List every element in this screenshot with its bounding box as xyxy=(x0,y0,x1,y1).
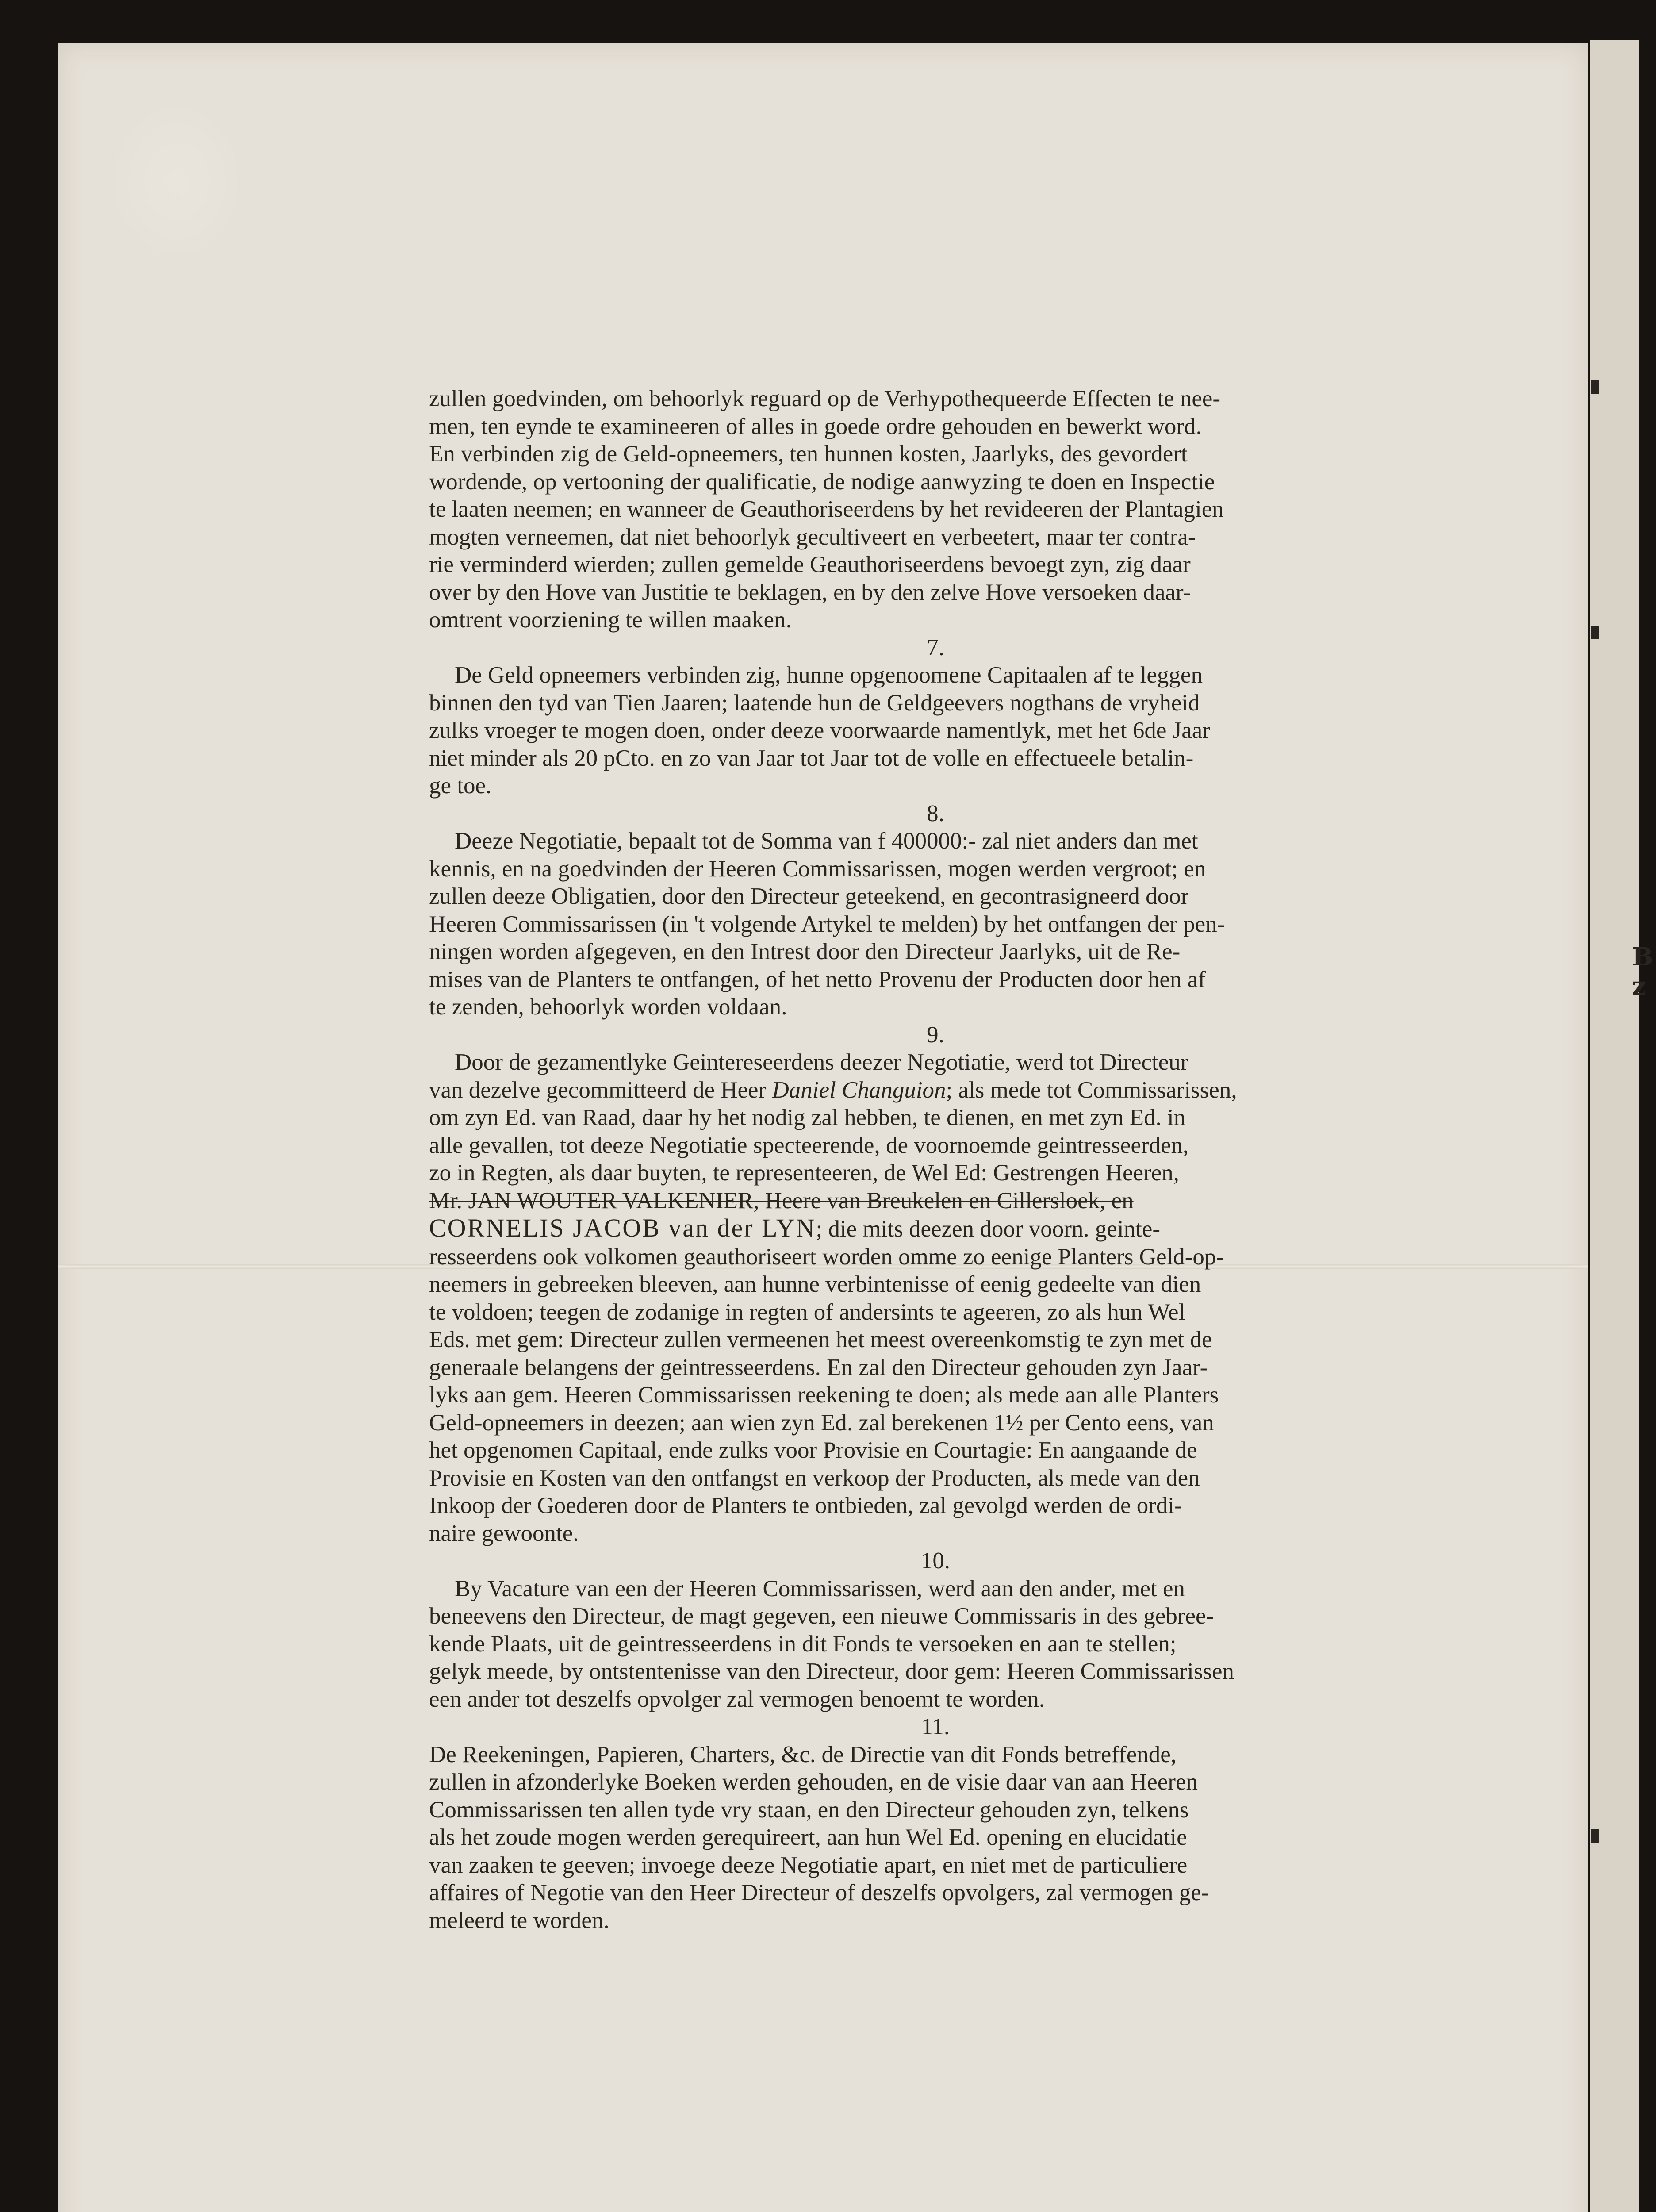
article-9-number: 9. xyxy=(927,1022,944,1048)
article-9-text xyxy=(429,1048,1389,1547)
article-10-number: 10. xyxy=(920,1548,951,1574)
name-valkenier: Mr. JAN WOUTER VALKENIER, Heere van Breukelen en Cillersloek, en xyxy=(429,1187,1134,1214)
document-text xyxy=(429,385,1389,1934)
article-7-number: 7. xyxy=(927,634,944,661)
article-8-text: Deeze Negotiatie, bepaalt tot de Somma van f 400000:- zal niet anders dan met kennis, en na goedvinden der Heeren Commissarissen, mogen werden vergroot; en zullen deeze Obligatien, door den Directeur geteekend, en gecontrasigneerd door Heeren Commissarissen (in 't volgende Artykel te melden) by het ontfangen der pen- ningen worden afgegeven, en den Intrest door den Directeur Jaarlyks, uit de Re- mises van de Planters te ontfangen, of het netto Provenu der Producten door hen af te zenden, behoorlyk worden voldaan. xyxy=(429,828,1225,1020)
paragraph-continued: zullen goedvinden, om behoorlyk reguard op de Verhypothequeerde Effecten te nee- men, ten eynde te examineeren of alles in goede ordre gehouden en bewerkt word. En verbinden zig de Geld-opneemers, ten hunnen kosten, Jaarlyks, des gevordert wordende, op vertooning der qualificatie, de nodige aanwyzing te doen en Inspectie te laaten neemen; en wanneer de Geauthoriseerdens by het revideeren der Plantagien mogten verneemen, dat niet behoorlyk gecultiveert en verbeetert, maar ter contra- rie verminderd wierden; zullen gemelde Geauthoriseerdens bevoegt zyn, zig daar over by den Hove van Justitie te beklagen, en by den zelve Hove versoeken daar- omtrent voorziening te willen maaken. xyxy=(429,386,1224,633)
name-van-der-lyn: CORNELIS JACOB van der LYN xyxy=(429,1214,816,1242)
article-9-part-c: ; die mits deezen door voorn. geinte- resseerdens ook volkomen geauthoriseert worden omme zo eenige Planters Geld-op- neemers in gebreeken bleeven, aan hunne verbintenisse of eenig gedeelte van dien te voldoen; teegen de zodanige in regten of andersints te ageeren, zo als hun Wel Eds. met gem: Directeur zullen vermeenen het meest overeenkomstig te zyn met de generaale belangens der geintresseerdens. En zal den Directeur gehouden zyn Jaar- lyks aan gem. Heeren Commissarissen reekening te doen; als mede aan alle Planters Geld-opneemers in deezen; aan wien zyn Ed. zal berekenen 1½ per Cento eens, van het opgenomen Capitaal, ende zulks voor Provisie en Courtagie: En aangaande de Provisie en Kosten van den ontfangst en verkoop der Producten, als mede van den Inkoop der Goederen door de Planters te ontbieden, zal gevolgd werden de ordi- naire gewoonte. xyxy=(429,1216,1224,1546)
edge-bullet-icon xyxy=(1591,380,1598,394)
article-11-number: 11. xyxy=(921,1714,950,1740)
embossed-seal-icon xyxy=(106,97,248,265)
article-9-part-b: ; als mede tot Commissarissen, om zyn Ed. van Raad, daar hy het nodig zal hebben, te dienen, en met zyn Ed. in alle gevallen, tot deeze Negotiatie specteerende, de voornoemde geintresseerden, zo in Regten, als daar buyten, te representeeren, de Wel Ed: Gestrengen Heeren, xyxy=(429,1077,1237,1186)
edge-bullet-icon xyxy=(1591,1829,1598,1843)
article-7-text: De Geld opneemers verbinden zig, hunne opgenoomene Capitaalen af te leggen binnen den tyd van Tien Jaaren; laatende hun de Geldgeevers nogthans de vryheid zulks vroeger te mogen doen, onder deeze voorwaarde namentlyk, met het 6de Jaar niet minder als 20 pCto. en zo van Jaar tot Jaar tot de volle en effectueele betalin- ge toe. xyxy=(429,662,1210,799)
article-10-text: By Vacature van een der Heeren Commissarissen, werd aan den ander, met en beneevens den Directeur, de magt gegeven, een nieuwe Commissaris in des gebree- kende Plaats, uit de geintresseerdens in dit Fonds te versoeken en aan te stellen; gelyk meede, by ontstentenisse van den Directeur, door gem: Heeren Commissarissen een ander tot deszelfs opvolger zal vermogen benoemt te worden. xyxy=(429,1575,1234,1712)
edge-letters: B z xyxy=(1632,942,1653,1001)
article-11-text: De Reekeningen, Papieren, Charters, &c. de Directie van dit Fonds betreffende, zullen in afzonderlyke Boeken werden gehouden, en de visie daar van aan Heeren Commissarissen ten allen tyde vry staan, en den Directeur gehouden zyn, telkens als het zoude mogen werden gerequireert, aan hun Wel Ed. opening en elucidatie van zaaken te geeven; invoege deeze Negotiatie apart, en niet met de particuliere affaires of Negotie van den Heer Directeur of deszelfs opvolgers, zal vermogen ge- meleerd te worden. xyxy=(429,1741,1209,1933)
name-changuion: Daniel Changuion xyxy=(772,1077,946,1103)
article-8-number: 8. xyxy=(927,800,944,826)
edge-bullet-icon xyxy=(1591,626,1598,639)
article-9-part-a: Door de gezamentlyke Geintereseerdens deezer Negotiatie, werd tot Directeur van dezelve gecommitteerd de Heer xyxy=(429,1049,1188,1103)
adjacent-page-edge xyxy=(1590,40,1639,2212)
